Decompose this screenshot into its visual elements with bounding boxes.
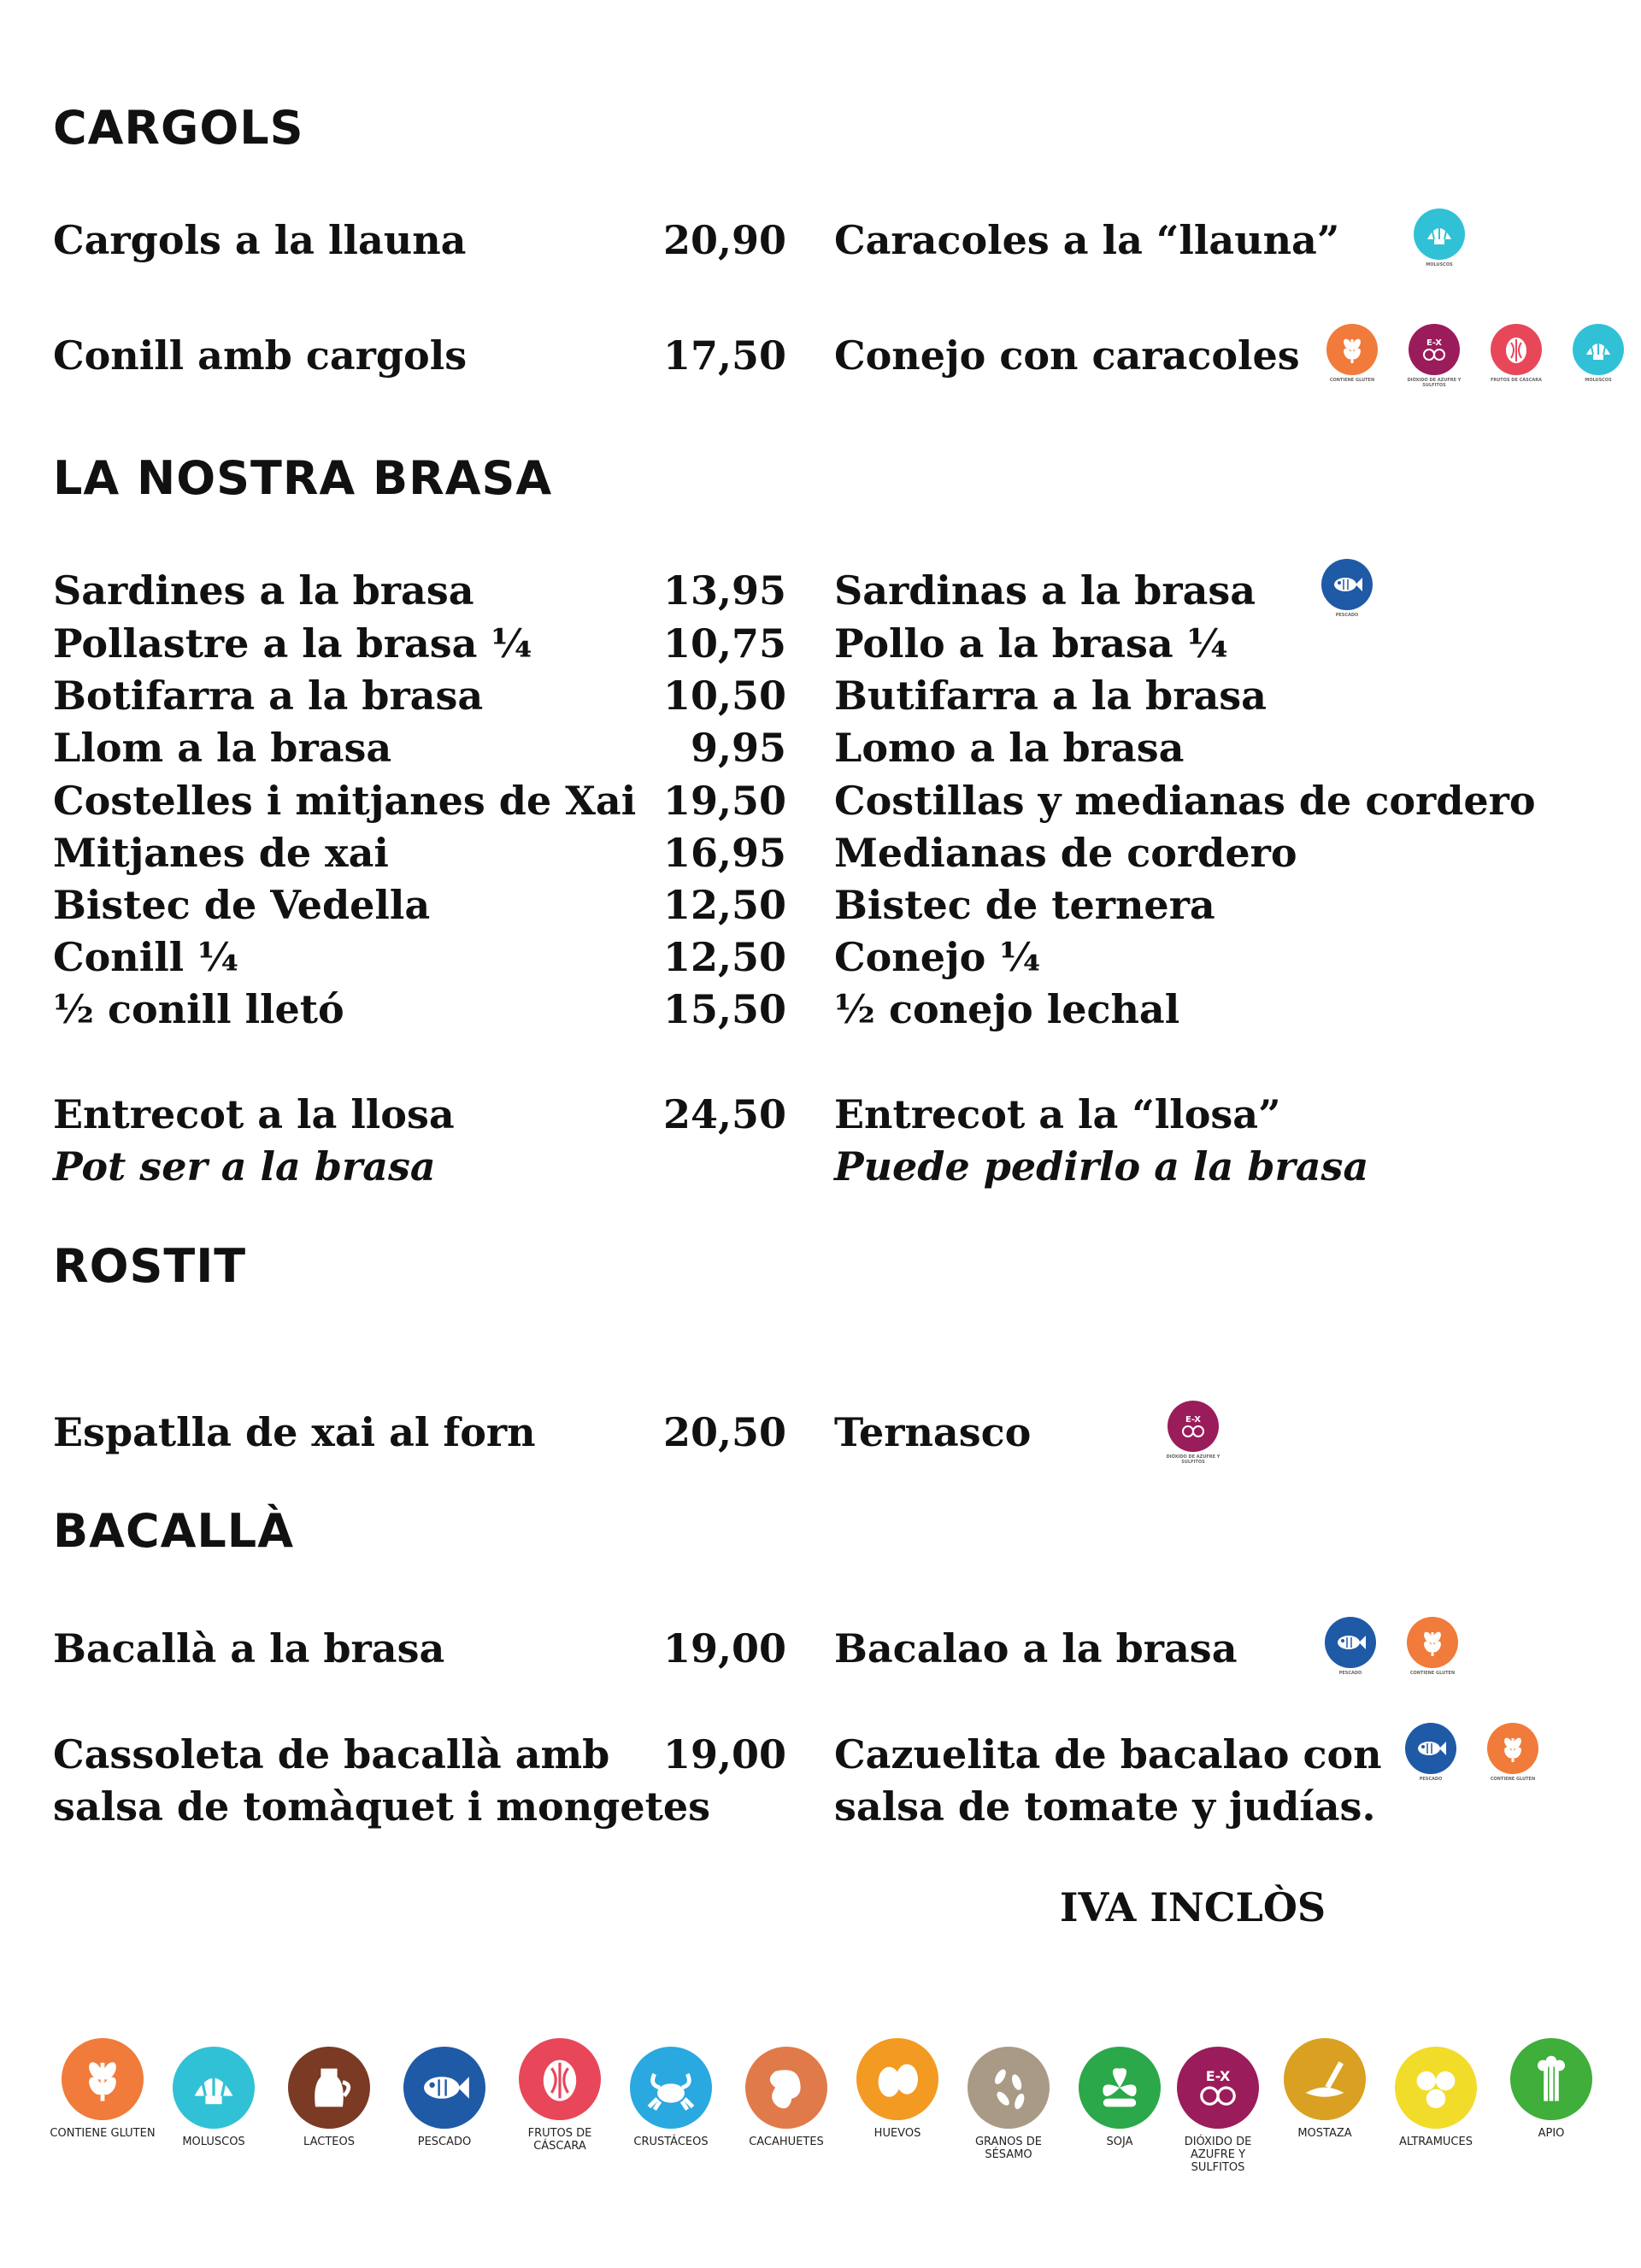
legend-moluscos	[162, 2047, 265, 2148]
dish-allergens	[1321, 324, 1629, 388]
dish-name-ca: Mitjanes de xai	[53, 830, 389, 876]
dish-name-ca: Botifarra a la brasa	[53, 673, 484, 719]
allergen-mini-label: MOLUSCOS	[1585, 378, 1612, 383]
dish-name-ca: Costelles i mitjanes de Xai	[53, 778, 637, 824]
legend-lacteos	[278, 2047, 380, 2148]
allergen-mini-label: MOLUSCOS	[1426, 262, 1453, 267]
dish-name-ca: Conill amb cargols	[53, 332, 468, 379]
legend-label: HUEVOS	[873, 2127, 921, 2140]
menu-row	[0, 983, 1641, 1036]
dish-name-es: Caracoles a la “llauna”	[834, 217, 1340, 263]
dish-name-es: Cazuelita de bacalao con	[834, 1731, 1382, 1777]
menu-row	[0, 1406, 1641, 1465]
legend-sesamo	[957, 2047, 1060, 2161]
dish-name-es: Lomo a la brasa	[834, 725, 1185, 771]
menu-row	[0, 1780, 1641, 1833]
iva-note: IVA INCLÒS	[1060, 1884, 1326, 1930]
menu-row	[0, 214, 1641, 267]
menu-row	[0, 1088, 1641, 1141]
legend-label: CONTIENE GLUTEN	[50, 2127, 156, 2140]
fish-icon	[403, 2047, 485, 2129]
legend-label: MOLUSCOS	[182, 2136, 245, 2148]
dish-name-ca: Pollastre a la brasa ¼	[53, 620, 532, 667]
jug-icon	[288, 2047, 370, 2129]
legend-label: MOSTAZA	[1297, 2127, 1352, 2140]
dish-name-ca: Espatlla de xai al forn	[53, 1409, 536, 1455]
dish-name-ca: Bistec de Vedella	[53, 882, 431, 928]
shell-icon	[173, 2047, 255, 2129]
allergen-frutos-cascara-icon	[1485, 324, 1547, 383]
dish-price: 20,90	[662, 217, 786, 263]
wheat-icon	[62, 2038, 144, 2120]
dish-name-es: ½ conejo lechal	[834, 986, 1180, 1032]
dish-allergens	[1320, 1617, 1463, 1676]
menu-row	[0, 564, 1641, 617]
dish-price: 20,50	[662, 1409, 786, 1455]
dish-allergens	[1316, 559, 1378, 618]
dish-price: 10,50	[662, 673, 786, 719]
svg-text:E-X: E-X	[1426, 338, 1442, 348]
allergen-mini-label: FRUTOS DE CÁSCARA	[1490, 378, 1543, 383]
menu-row	[0, 878, 1641, 931]
celery-icon	[1510, 2038, 1592, 2120]
dish-price: 13,95	[662, 567, 786, 614]
allergen-gluten-icon	[1482, 1723, 1544, 1782]
crab-icon	[630, 2047, 712, 2129]
menu-row	[0, 1728, 1641, 1781]
menu-row	[0, 669, 1641, 722]
allergen-legend	[50, 2038, 1565, 2174]
dish-name-ca: Sardines a la brasa	[53, 567, 474, 614]
molecule-icon	[1177, 2047, 1259, 2129]
legend-label: CACAHUETES	[749, 2136, 824, 2148]
allergen-sulfitos-icon	[1162, 1401, 1224, 1465]
dish-name-es: Entrecot a la “llosa”	[834, 1091, 1281, 1137]
dish-name-es: Bacalao a la brasa	[834, 1625, 1238, 1672]
legend-huevos	[846, 2038, 949, 2140]
allergen-sulfitos-icon	[1403, 324, 1465, 388]
legend-soja	[1068, 2047, 1171, 2148]
allergen-mini-label: CONTIENE GLUTEN	[1490, 1777, 1536, 1782]
peanut-icon	[745, 2047, 827, 2129]
menu-row	[0, 774, 1641, 827]
legend-apio	[1500, 2038, 1603, 2140]
dish-price: 10,75	[662, 620, 786, 667]
dish-name-ca: Cargols a la llauna	[53, 217, 467, 263]
dish-name-ca: Bacallà a la brasa	[53, 1625, 445, 1672]
section-title-bacalla: BACALLÀ	[53, 1504, 294, 1558]
legend-label: FRUTOS DE CÁSCARA	[527, 2127, 592, 2153]
allergen-mini-label: DIÓXIDO DE AZUFRE Y SULFITOS	[1166, 1454, 1220, 1465]
allergen-moluscos-icon	[1409, 209, 1470, 267]
legend-altramuces	[1385, 2047, 1487, 2148]
legend-pescado	[393, 2047, 496, 2148]
menu-row	[0, 1622, 1641, 1675]
dish-name-es: Pollo a la brasa ¼	[834, 620, 1228, 667]
egg-icon	[856, 2038, 938, 2120]
allergen-pescado-icon	[1316, 559, 1378, 618]
dish-name-es: Conejo con caracoles	[834, 332, 1300, 379]
dish-name-ca: Llom a la brasa	[53, 725, 392, 771]
dish-name-ca: Cassoleta de bacallà amb	[53, 1731, 610, 1777]
allergen-mini-label: PESCADO	[1419, 1777, 1443, 1782]
svg-text:E-X: E-X	[1205, 2068, 1231, 2084]
soy-icon	[1079, 2047, 1161, 2129]
allergen-mini-label: DIÓXIDO DE AZUFRE Y SULFITOS	[1407, 378, 1462, 388]
legend-label: CRUSTÁCEOS	[633, 2136, 709, 2148]
legend-sulfitos	[1167, 2047, 1269, 2174]
dish-price: 17,50	[662, 332, 786, 379]
dish-name-es: salsa de tomate y judías.	[834, 1783, 1376, 1830]
menu-row	[0, 826, 1641, 879]
dish-price: 12,50	[662, 934, 786, 980]
dish-price: 19,00	[662, 1625, 786, 1672]
legend-label: ALTRAMUCES	[1399, 2136, 1473, 2148]
sesame-icon	[968, 2047, 1050, 2129]
dish-price: 9,95	[690, 725, 786, 771]
dish-name-ca: salsa de tomàquet i mongetes	[53, 1783, 711, 1830]
menu-row	[0, 329, 1641, 388]
dish-price: 19,00	[662, 1731, 786, 1777]
legend-label: DIÓXIDO DE AZUFRE Y SULFITOS	[1184, 2136, 1252, 2174]
legend-label: LACTEOS	[303, 2136, 355, 2148]
legend-crustaceos	[620, 2047, 722, 2148]
dish-name-es: Sardinas a la brasa	[834, 567, 1256, 614]
dish-price: 15,50	[662, 986, 786, 1032]
nut-icon	[519, 2038, 601, 2120]
dish-name-ca: Conill ¼	[53, 934, 239, 980]
dish-name-ca: ½ conill lletó	[53, 986, 344, 1032]
dish-name-es: Medianas de cordero	[834, 830, 1297, 876]
dish-price: 12,50	[662, 882, 786, 928]
menu-row	[0, 617, 1641, 670]
dish-allergens	[1162, 1401, 1224, 1465]
legend-label: APIO	[1538, 2127, 1565, 2140]
allergen-mini-label: PESCADO	[1338, 1671, 1362, 1676]
section-title-brasa: LA NOSTRA BRASA	[53, 451, 553, 505]
legend-label: PESCADO	[417, 2136, 472, 2148]
dish-name-es: Ternasco	[834, 1409, 1032, 1455]
dish-name-es: Butifarra a la brasa	[834, 673, 1267, 719]
allergen-pescado-icon	[1400, 1723, 1462, 1782]
menu-row	[0, 721, 1641, 774]
mustard-icon	[1284, 2038, 1366, 2120]
dish-name-ca: Pot ser a la brasa	[53, 1143, 436, 1190]
dish-name-es: Conejo ¼	[834, 934, 1041, 980]
menu-row	[0, 1140, 1641, 1193]
section-title-cargols: CARGOLS	[53, 101, 304, 155]
dish-price: 19,50	[662, 778, 786, 824]
allergen-moluscos-icon	[1567, 324, 1629, 383]
allergen-mini-label: CONTIENE GLUTEN	[1409, 1671, 1456, 1676]
allergen-gluten-icon	[1321, 324, 1383, 383]
dish-allergens	[1409, 209, 1470, 267]
dish-name-es: Bistec de ternera	[834, 882, 1215, 928]
svg-text:E-X: E-X	[1185, 1415, 1201, 1425]
dish-name-ca: Entrecot a la llosa	[53, 1091, 455, 1137]
dish-name-es: Costillas y medianas de cordero	[834, 778, 1536, 824]
legend-mostaza	[1273, 2038, 1376, 2140]
dish-allergens	[1400, 1723, 1544, 1782]
allergen-gluten-icon	[1402, 1617, 1463, 1676]
allergen-pescado-icon	[1320, 1617, 1381, 1676]
section-title-rostit: ROSTIT	[53, 1239, 247, 1293]
legend-label: GRANOS DE SÉSAMO	[974, 2136, 1043, 2161]
dish-name-es: Puede pedirlo a la brasa	[834, 1143, 1369, 1190]
lupin-icon	[1395, 2047, 1477, 2129]
legend-cacahuetes	[735, 2047, 838, 2148]
legend-label: SOJA	[1106, 2136, 1133, 2148]
allergen-mini-label: CONTIENE GLUTEN	[1329, 378, 1375, 383]
legend-frutos-cascara	[509, 2038, 611, 2153]
allergen-mini-label: PESCADO	[1335, 613, 1359, 618]
dish-price: 16,95	[662, 830, 786, 876]
menu-row	[0, 931, 1641, 984]
dish-price: 24,50	[662, 1091, 786, 1137]
legend-gluten	[51, 2038, 154, 2140]
